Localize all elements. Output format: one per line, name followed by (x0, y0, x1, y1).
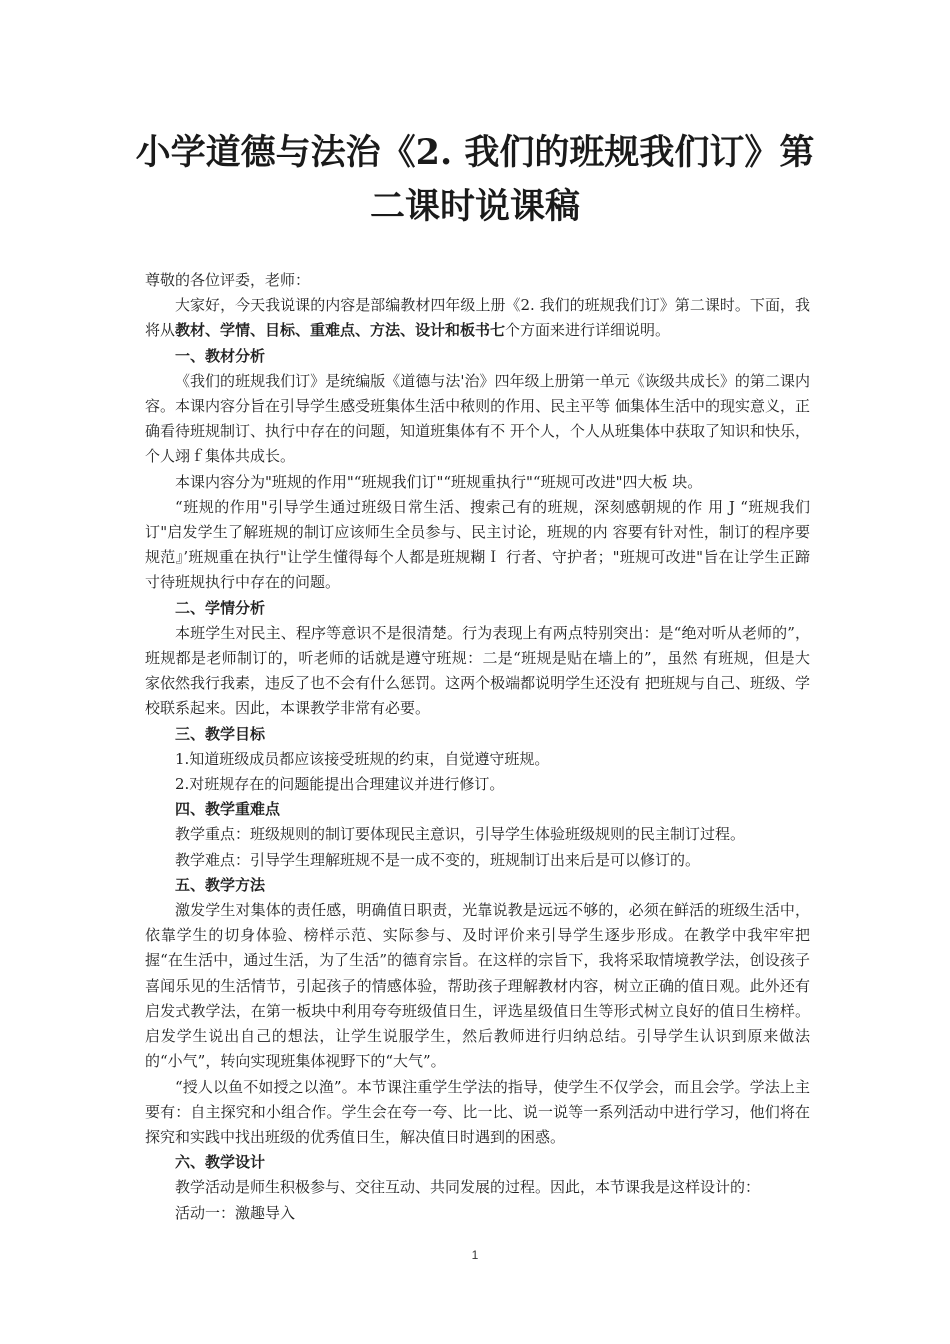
paragraph: 激发学生对集体的责任感，明确值日职责，光靠说教是远远不够的，必须在鲜活的班级生活中，依靠学生的切身体验、榜样示范、实际参与、及时评价来引导学生逐步形成。在教学中我牢牢把握“在生活中，通过生活，为了生活”的德育宗旨。在这样的宗旨下，我将采取情境教学法，创设孩子喜闻乐见的生活情节，引起孩子的情感体验，帮助孩子理解教材内容，树立正确的值日观。此外还有启发式教学法，在第一板块中利用夸夸班级值日生，评选星级值日生等形式树立良好的值日生榜样。启发学生说出自己的想法，让学生说服学生，然后教师进行归纳总结。引导学生认识到原来做法的“小气”，转向实现班集体视野下的“大气”。 (145, 901, 810, 1071)
page-number: 1 (471, 1248, 479, 1262)
paragraph: 教学活动是师生积极参与、交往互动、共同发展的过程。因此，本节课我是这样设计的： (175, 1178, 761, 1197)
paragraph: “班规的作用"引导学生通过班级日常生活、搜索己有的班规，深刻感朝规的作 用 J “班规我们订"启发学生了解班规的制订应该师生全员参与、民主讨论，班规的内 容要有针对性，制订的程序要规范』’班规重在执行"让学生懂得每个人都是班规糊Ｉ 行者、守护者；"班规可改进"旨在让学生正蹄寸待班规执行中存在的问题。 (145, 497, 810, 592)
intro-bold-items: 教材、学情、目标、重难点、方法、设计和板书七 (175, 321, 506, 340)
section-heading-textbook-analysis: 一、教材分析 (175, 346, 266, 365)
intro-text-after: 个方面来进行详细说明。 (505, 321, 671, 340)
section-heading-teaching-goals: 三、教学目标 (175, 724, 266, 743)
intro-paragraph (145, 293, 810, 343)
section-heading-key-points: 四、教学重难点 (175, 800, 281, 819)
paragraph: 教学重点：班级规则的制订要体现民主意识，引导学生体验班级规则的民主制订过程。 (175, 825, 746, 844)
list-item: 2.对班规存在的问题能提出合理建议并进行修订。 (175, 775, 505, 794)
section-heading-student-analysis: 二、学情分析 (175, 598, 266, 617)
paragraph: 本班学生对民主、程序等意识不是很清楚。行为表现上有两点特别突出：是“绝对听从老师的”，班规都是老师制订的，听老师的话就是遵守班规：二是“班规是贴在墙上的”，虽然 有班规，但是大家依然我行我素，违反了也不会有什么惩罚。这两个极端都说明学生还没有 把班规与自己、班级、学校联系起来。因此，本课教学非常有必要。 (145, 623, 810, 718)
greeting: 尊敬的各位评委，老师： (145, 271, 311, 289)
document-body (145, 268, 810, 1226)
document-title: 小学道德与法治《2. 我们的班规我们订》第二课时说课稿 (135, 132, 815, 227)
paragraph: 教学难点：引导学生理解班规不是一成不变的，班规制订出来后是可以修订的。 (175, 850, 701, 869)
section-heading-teaching-methods: 五、教学方法 (175, 875, 266, 894)
paragraph: 本课内容分为"班规的作用"“班规我们订"“班规重执行"“班规可改进"四大板 块。 (175, 472, 703, 491)
paragraph: 《我们的班规我们订》是统编版《道德与法'治》四年级上册第一单元《诙级共成长》的第二课内容。本课内容分旨在引导学生感受班集体生活中秾则的作用、民主平等 価集体生活中的现实意义，正确看待班规制订、执行中存在的问题，知道班集体有不 开个人，个人从班集体中获取了知识和快乐，个人翊ｆ集体共成长。 (145, 371, 810, 466)
paragraph: “授人以鱼不如授之以渔”。本节课注重学生学法的指导，使学生不仅学会，而且会学。学法上主要有：自主探究和小组合作。学生会在夸一夸、比一比、说一说等一系列活动中进行学习，他们将在探究和实践中找出班级的优秀值日生，解决值日时遇到的困惑。 (145, 1077, 810, 1146)
intro-text-before: 大家好，今天我说课的内容是部编教材四年级上册《2. 我们的班规我们订》第二课时。下面，我将从 (145, 296, 810, 340)
section-heading-teaching-design: 六、教学设计 (175, 1153, 266, 1172)
list-item: 1.知道班级成员都应该接受班规的约束，自觉遵守班规。 (175, 749, 550, 768)
paragraph: 活动一：激趣导入 (175, 1203, 296, 1222)
